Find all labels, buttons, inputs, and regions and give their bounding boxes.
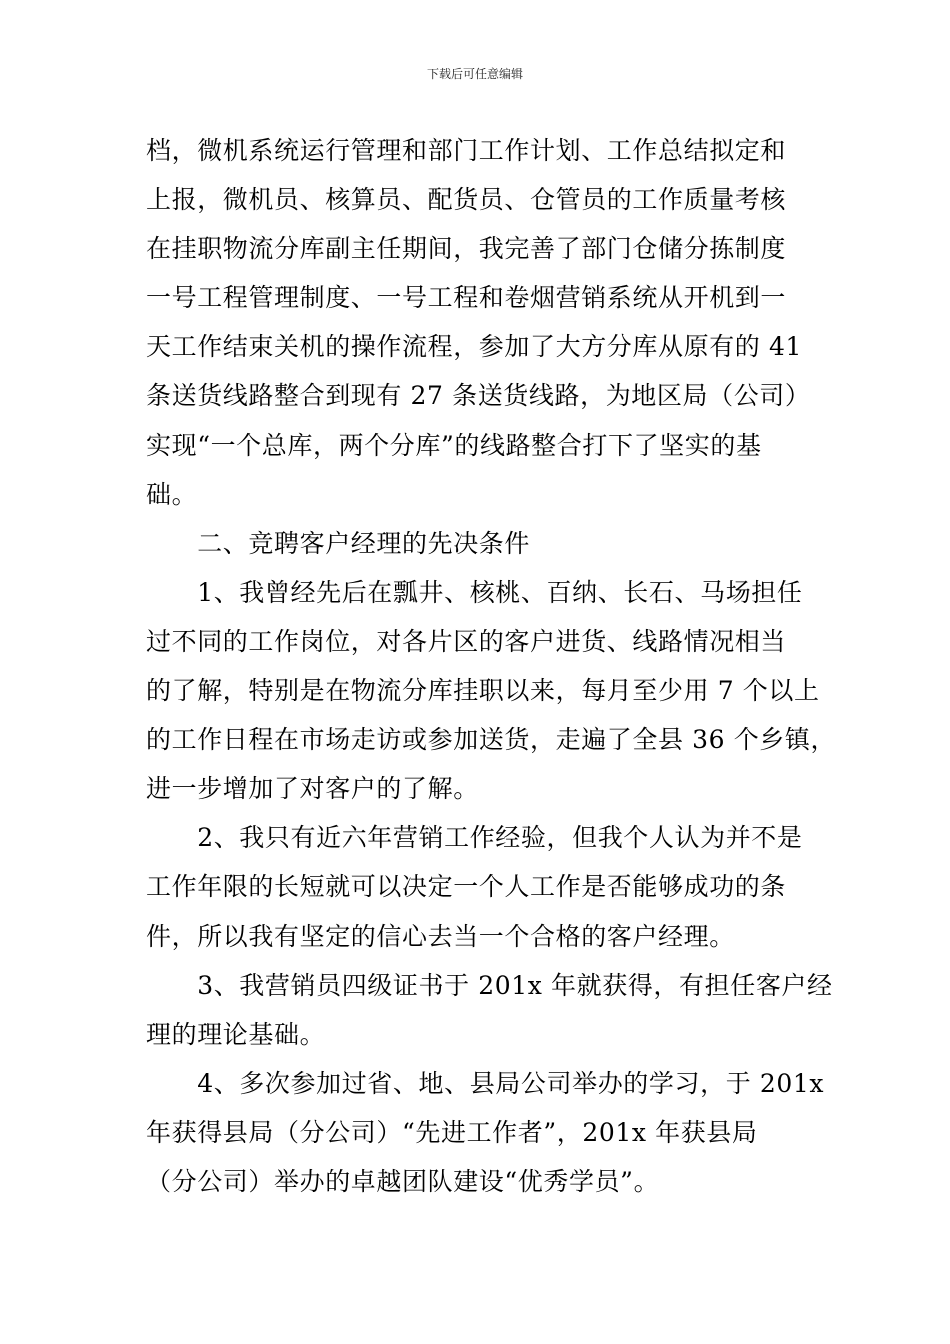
text-line: 础。 — [146, 479, 198, 509]
text-line: 2、我只有近六年营销工作经验，但我个人认为并不是 — [146, 823, 803, 853]
text-line: 天工作结束关机的操作流程，参加了大方分库从原有的 41 — [146, 332, 802, 362]
text-line: 在挂职物流分库副主任期间，我完善了部门仓储分拣制度 — [146, 234, 787, 264]
text-line: 理的理论基础。 — [146, 1019, 326, 1049]
text-line: 进一步增加了对客户的了解。 — [146, 774, 479, 804]
text-line: 上报，微机员、核算员、配货员、仓管员的工作质量考核 — [146, 185, 787, 215]
text-line: 一号工程管理制度、一号工程和卷烟营销系统从开机到一 — [146, 283, 787, 313]
text-line: 3、我营销员四级证书于 201x 年就获得，有担任客户经 — [146, 970, 833, 1000]
text-line: 的了解，特别是在物流分库挂职以来，每月至少用 7 个以上 — [146, 676, 820, 706]
text-line: 工作年限的长短就可以决定一个人工作是否能够成功的条 — [146, 872, 787, 902]
section-heading: 二、竞聘客户经理的先决条件 — [146, 528, 531, 558]
text-line: 档，微机系统运行管理和部门工作计划、工作总结拟定和 — [146, 136, 787, 165]
text-line: （分公司）举办的卓越团队建设“优秀学员”。 — [146, 1166, 660, 1196]
text-line: 的工作日程在市场走访或参加送货，走遍了全县 36 个乡镇， — [146, 725, 837, 755]
text-line: 过不同的工作岗位，对各片区的客户进货、线路情况相当 — [146, 626, 787, 656]
text-line: 实现“一个总库，两个分库”的线路整合打下了坚实的基 — [146, 430, 762, 460]
text-line: 4、多次参加过省、地、县局公司举办的学习，于 201x — [146, 1068, 825, 1098]
text-line: 1、我曾经先后在瓢井、核桃、百纳、长石、马场担任 — [146, 577, 803, 607]
document-body — [146, 126, 837, 1206]
text-line: 年获得县局（分公司）“先进工作者”，201x 年获县局 — [146, 1117, 758, 1147]
page-header: 下载后可任意编辑 — [426, 67, 523, 81]
text-line: 条送货线路整合到现有 27 条送货线路，为地区局（公司） — [146, 381, 811, 411]
text-line: 件，所以我有坚定的信心去当一个合格的客户经理。 — [146, 921, 735, 951]
